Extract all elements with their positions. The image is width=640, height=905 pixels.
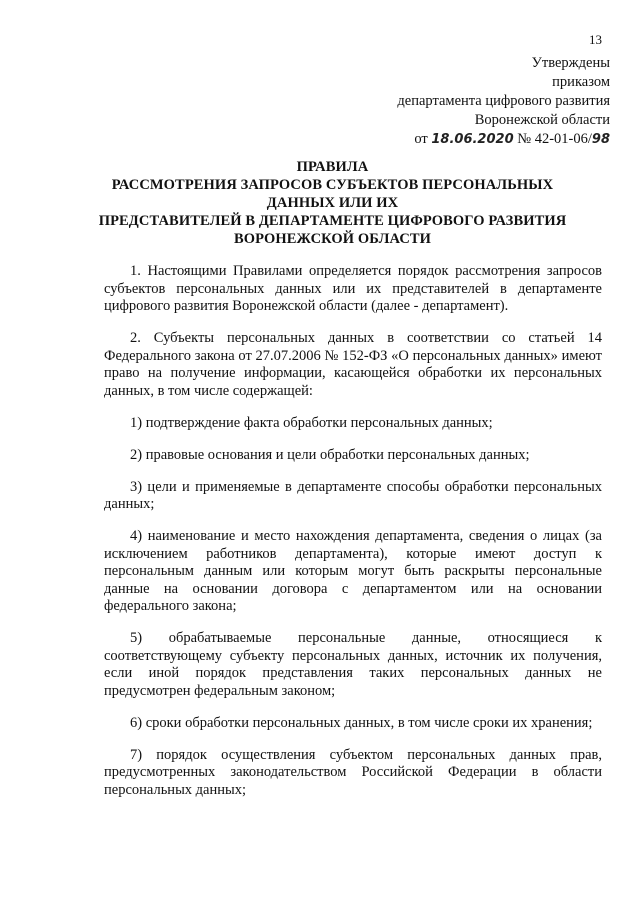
order-number: № 42-01-06/ — [517, 131, 592, 147]
title-line-2: РАССМОТРЕНИЯ ЗАПРОСОВ СУБЪЕКТОВ ПЕРСОНАЛЬНЫХ — [111, 177, 554, 193]
paragraph-2: 2. Субъекты персональных данных в соответствии со статьей 14 Федерального закона от 27.07.2006 № 152-ФЗ «О персональных данных» имеют право на получение информации, касающейся обработки их персональных данных, в том числе содержащей: — [104, 330, 602, 399]
document-body — [104, 263, 602, 814]
page-number: 13 — [589, 32, 602, 47]
title-line-5: ВОРОНЕЖСКОЙ ОБЛАСТИ — [233, 231, 432, 247]
title-line-1: ПРАВИЛА — [296, 159, 369, 175]
paragraph-1: 1. Настоящими Правилами определяется порядок рассмотрения запросов субъектов персональных данных или их представителей в департаменте цифрового развития Воронежской области (далее - департамент). — [104, 263, 602, 314]
document-title — [80, 158, 585, 248]
title-line-4: ПРЕДСТАВИТЕЛЕЙ В ДЕПАРТАМЕНТЕ ЦИФРОВОГО РАЗВИТИЯ — [98, 213, 567, 229]
order-prefix: от — [414, 131, 428, 147]
approval-line-order: приказом — [552, 74, 610, 90]
list-item-7: 7) порядок осуществления субъектом персональных данных прав, предусмотренных законодательством Российской Федерации в области персональных данных; — [104, 746, 602, 798]
approval-stamp — [330, 54, 610, 149]
list-item-6: 6) сроки обработки персональных данных, в том числе сроки их хранения; — [130, 714, 593, 731]
order-number-handwritten: 98 — [591, 132, 610, 147]
list-item-1: 1) подтверждение факта обработки персональных данных; — [130, 414, 493, 431]
list-item-5: 5) обрабатываемые персональные данные, относящиеся к соответствующему субъекту персональных данных, источник их получения, если иной порядок представления таких персональных данных не предусмотрен федеральным законом; — [104, 630, 602, 699]
list-item-2: 2) правовые основания и цели обработки персональных данных; — [130, 446, 530, 463]
approval-line-approved: Утверждены — [531, 55, 610, 71]
order-date-handwritten: 18.06.2020 — [431, 132, 514, 147]
list-item-4: 4) наименование и место нахождения департамента, сведения о лицах (за исключением работников департамента), которые имеют доступ к персональным данным или которым могут быть раскрыты персональные данные на основании договора с департаментом или на основании федерального закона; — [104, 528, 602, 614]
approval-line-department: департамента цифрового развития — [397, 93, 610, 109]
title-line-3: ДАННЫХ ИЛИ ИХ — [266, 195, 399, 211]
list-item-3: 3) цели и применяемые в департаменте способы обработки персональных данных; — [104, 478, 602, 512]
approval-line-region: Воронежской области — [474, 112, 610, 128]
approval-order-details — [330, 130, 610, 149]
